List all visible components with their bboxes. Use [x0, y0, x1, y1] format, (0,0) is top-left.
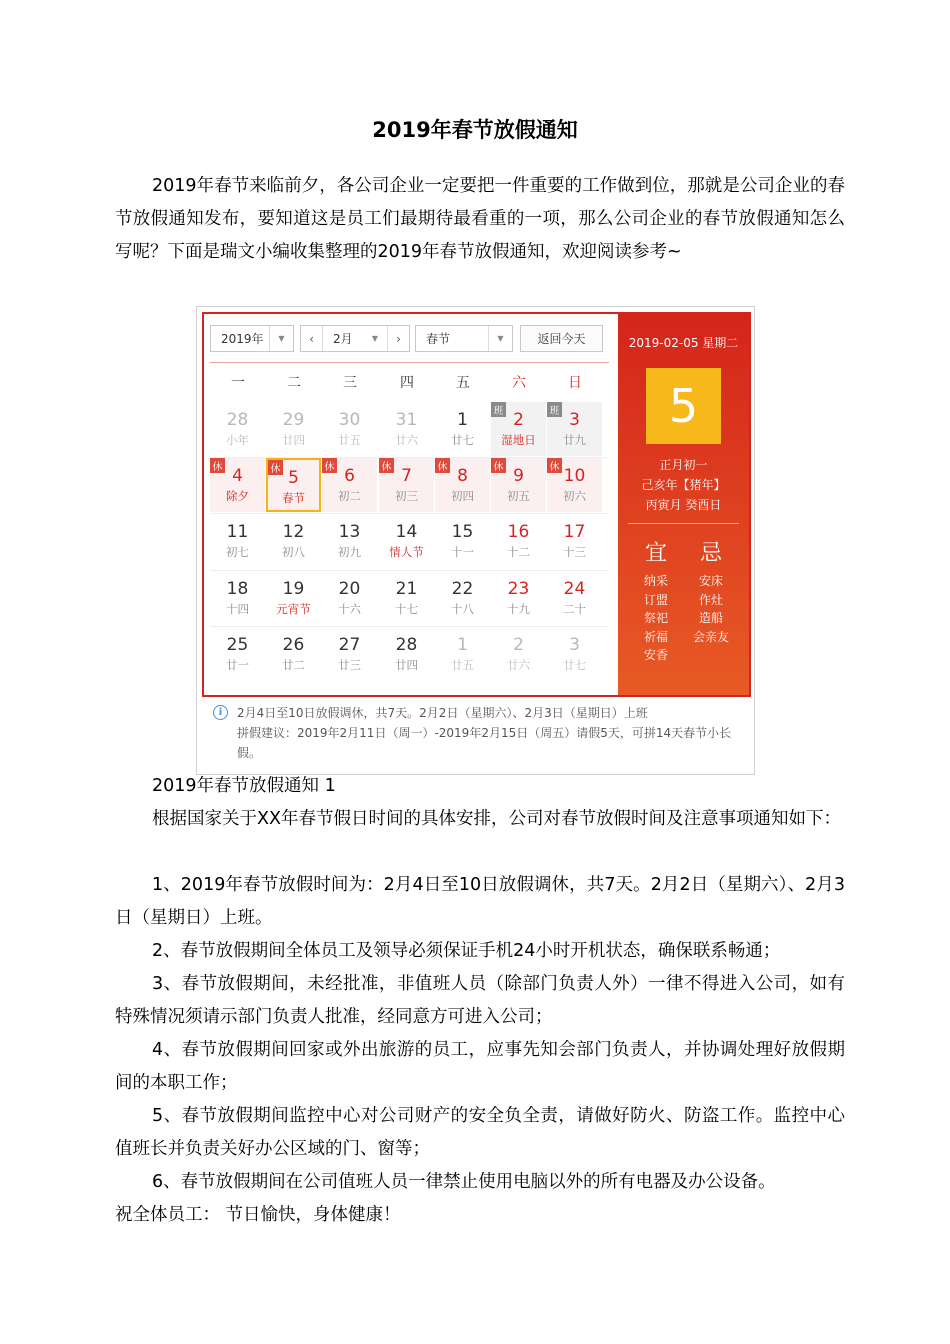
- ji-label: 忌: [699, 541, 722, 566]
- yi-list: [633, 572, 679, 665]
- lunar-label: 廿四: [395, 658, 418, 672]
- day-number: 23: [507, 579, 530, 599]
- header-divider: [210, 362, 609, 363]
- calendar-day-cell[interactable]: [210, 458, 265, 512]
- workday-badge: 班: [547, 402, 562, 417]
- lunar-label: 廿五: [451, 658, 474, 672]
- weekday-header: 三: [343, 375, 357, 391]
- holiday-note-line1: 2月4日至10日放假调休，共7天。2月2日（星期六）、2月3日（星期日）上班: [237, 706, 648, 720]
- lunar-label: 廿九: [563, 433, 586, 447]
- day-number: 1: [457, 410, 468, 430]
- calendar-day-cell[interactable]: [547, 458, 602, 512]
- rest-badge: 休: [210, 458, 225, 473]
- day-number: 20: [338, 579, 361, 599]
- lunar-label: 廿六: [507, 658, 530, 672]
- chevron-down-icon: ▼: [269, 326, 293, 351]
- calendar-day-cell[interactable]: [547, 627, 602, 681]
- calendar-day-cell[interactable]: [266, 627, 321, 681]
- holiday-select-value: 春节: [426, 332, 451, 346]
- calendar-day-cell[interactable]: [491, 571, 546, 625]
- lunar-year: 己亥年【猪年】: [641, 478, 726, 492]
- lunar-label: 廿一: [226, 658, 249, 672]
- month-picker: [300, 325, 410, 352]
- day-number: 15: [451, 522, 474, 542]
- almanac-item: 订盟: [643, 592, 668, 607]
- lunar-label: 廿五: [338, 433, 361, 447]
- calendar-day-cell[interactable]: [491, 627, 546, 681]
- yi-label: 宜: [644, 541, 667, 566]
- calendar-day-cell[interactable]: [547, 402, 602, 456]
- detail-divider: [628, 523, 739, 524]
- lunar-label: 廿七: [563, 658, 586, 672]
- chevron-down-icon: ▼: [488, 326, 512, 351]
- almanac-item: 祭祀: [643, 611, 668, 625]
- day-number: 7: [401, 466, 412, 486]
- year-select[interactable]: [210, 325, 294, 352]
- day-number: 2: [513, 635, 524, 655]
- rest-badge: 休: [547, 458, 562, 473]
- calendar-day-cell[interactable]: [547, 571, 602, 625]
- ji-list: [688, 572, 734, 646]
- notice-item-5: 5、春节放假期间监控中心对公司财产的安全负全责，请做好防火、防盗工作。监控中心值班长并负责关好办公区域的门、窗等；: [115, 1106, 845, 1159]
- rest-badge: 休: [322, 458, 337, 473]
- day-number: 31: [395, 410, 418, 430]
- weekday-header: 二: [287, 375, 301, 391]
- day-number: 22: [451, 579, 474, 599]
- calendar-day-cell[interactable]: [379, 402, 434, 456]
- weekday-header: 日: [568, 375, 582, 391]
- selected-date: 2019-02-05 星期二: [628, 336, 739, 350]
- calendar-day-cell[interactable]: [379, 571, 434, 625]
- day-number: 26: [282, 635, 305, 655]
- rest-badge: 休: [268, 460, 283, 475]
- day-number: 27: [338, 635, 361, 655]
- day-number: 25: [226, 635, 249, 655]
- day-number: 8: [457, 466, 468, 486]
- lunar-label: 初七: [226, 545, 249, 559]
- calendar-day-cell[interactable]: [210, 627, 265, 681]
- calendar-day-cell[interactable]: [435, 458, 490, 512]
- day-number: 3: [569, 635, 580, 655]
- lunar-label: 初二: [338, 489, 361, 503]
- calendar-day-cell[interactable]: [266, 514, 321, 568]
- rest-badge: 休: [379, 458, 394, 473]
- lunar-label: 廿七: [451, 433, 474, 447]
- calendar-day-cell[interactable]: [435, 571, 490, 625]
- calendar-day-cell[interactable]: [379, 514, 434, 568]
- rest-badge: 休: [435, 458, 450, 473]
- page-title: 2019年春节放假通知: [372, 118, 578, 142]
- lunar-label: 十四: [226, 602, 249, 616]
- lunar-label: 初八: [282, 545, 305, 559]
- lunar-label: 十九: [507, 602, 530, 616]
- day-number: 1: [457, 635, 468, 655]
- day-number: 19: [282, 579, 305, 599]
- day-number: 4: [232, 466, 243, 486]
- day-number: 17: [563, 522, 586, 542]
- rest-badge: 休: [491, 458, 506, 473]
- big-day-number: 5: [646, 368, 721, 444]
- calendar-frame: [202, 312, 751, 697]
- weekday-header: 四: [400, 375, 414, 391]
- notice-item-6: 6、春节放假期间在公司值班人员一律禁止使用电脑以外的所有电器及办公设备。: [152, 1172, 776, 1192]
- info-icon: i: [213, 705, 228, 720]
- lunar-label: 除夕: [226, 489, 249, 503]
- chevron-down-icon: ▼: [371, 334, 379, 343]
- day-number: 21: [395, 579, 418, 599]
- day-detail-panel: [618, 314, 749, 695]
- calendar-day-cell[interactable]: [210, 402, 265, 456]
- calendar-day-cell[interactable]: [322, 402, 377, 456]
- holiday-select[interactable]: [415, 325, 513, 352]
- almanac-item: 造船: [698, 611, 723, 625]
- calendar-day-cell[interactable]: [435, 402, 490, 456]
- lunar-date: 正月初一: [659, 458, 708, 472]
- lunar-label: 初五: [507, 489, 530, 503]
- day-number: 10: [563, 466, 586, 486]
- month-select-value[interactable]: 2月: [333, 332, 353, 346]
- prev-month-button[interactable]: ‹: [301, 326, 323, 351]
- lunar-label: 十八: [451, 602, 474, 616]
- calendar-grid-panel: [204, 314, 616, 695]
- weekday-header: 六: [512, 375, 526, 391]
- holiday-note-line2: 拼假建议：2019年2月11日（周一）-2019年2月15日（周五）请假5天，可拼14天春节小长假。: [237, 726, 732, 760]
- lunar-label: 二十: [563, 602, 586, 616]
- day-number: 12: [282, 522, 305, 542]
- closing-line: 祝全体员工： 节日愉快，身体健康！: [115, 1205, 401, 1225]
- almanac-item: 纳采: [643, 574, 668, 588]
- weekday-header: 五: [456, 375, 470, 391]
- lunar-label: 十三: [563, 545, 586, 559]
- calendar-day-cell[interactable]: [322, 571, 377, 625]
- calendar-day-cell[interactable]: [379, 627, 434, 681]
- workday-badge: 班: [491, 402, 506, 417]
- lunar-label: 初六: [563, 489, 586, 503]
- day-number: 11: [226, 522, 249, 542]
- calendar-day-cell[interactable]: [491, 514, 546, 568]
- lunar-label: 十七: [395, 602, 418, 616]
- notice-item-4: 4、春节放假期间回家或外出旅游的员工，应事先知会部门负责人，并协调处理好放假期间的本职工作；: [115, 1040, 845, 1093]
- lunar-label: 十一: [451, 545, 474, 559]
- notice-intro: 根据国家关于XX年春节假日时间的具体安排，公司对春节放假时间及注意事项通知如下：: [152, 809, 841, 829]
- calendar-day-cell[interactable]: [491, 402, 546, 456]
- next-month-button[interactable]: ›: [387, 326, 409, 351]
- lunar-label: 元宵节: [276, 602, 311, 616]
- day-number: 9: [513, 466, 524, 486]
- year-select-value: 2019年: [221, 332, 264, 346]
- lunar-label: 廿六: [395, 433, 418, 447]
- lunar-month-day: 丙寅月 癸酉日: [645, 498, 722, 512]
- day-number: 3: [569, 410, 580, 430]
- notice-item-3: 3、春节放假期间，未经批准，非值班人员（除部门负责人外）一律不得进入公司，如有特殊情况须请示部门负责人批准，经同意方可进入公司；: [115, 974, 845, 1027]
- calendar-day-cell[interactable]: [210, 571, 265, 625]
- day-number: 14: [395, 522, 418, 542]
- notice-item-2: 2、春节放假期间全体员工及领导必须保证手机24小时开机状态，确保联系畅通；: [152, 941, 781, 961]
- calendar-day-cell[interactable]: [266, 458, 321, 512]
- lunar-label: 春节: [282, 491, 305, 505]
- lunar-label: 初三: [395, 489, 418, 503]
- lunar-label: 初九: [338, 545, 361, 559]
- lunar-label: 湿地日: [501, 433, 536, 447]
- intro-paragraph: 2019年春节来临前夕，各公司企业一定要把一件重要的工作做到位，那就是公司企业的春节放假通知发布，要知道这是员工们最期待最看重的一项，那么公司企业的春节放假通知怎么写呢？下面是瑞文小编收集整理的2019年春节放假通知，欢迎阅读参考~: [115, 176, 845, 262]
- day-number: 5: [288, 468, 299, 488]
- day-number: 29: [282, 410, 305, 430]
- calendar-day-cell[interactable]: [435, 514, 490, 568]
- notice-item-1: 1、2019年春节放假时间为：2月4日至10日放假调休，共7天。2月2日（星期六）、2月3日（星期日）上班。: [115, 875, 845, 928]
- calendar-day-cell[interactable]: [266, 402, 321, 456]
- lunar-label: 情人节: [389, 545, 424, 559]
- back-to-today-button[interactable]: 返回今天: [520, 325, 603, 352]
- day-number: 16: [507, 522, 530, 542]
- day-number: 2: [513, 410, 524, 430]
- day-number: 28: [395, 635, 418, 655]
- day-number: 13: [338, 522, 361, 542]
- almanac-item: 安床: [698, 574, 723, 588]
- calendar-day-cell[interactable]: [491, 458, 546, 512]
- calendar-day-cell[interactable]: [322, 514, 377, 568]
- calendar-widget: [196, 306, 755, 775]
- day-number: 24: [563, 579, 586, 599]
- almanac-item: 祈福: [643, 629, 668, 644]
- lunar-label: 小年: [226, 433, 249, 447]
- day-number: 6: [344, 466, 355, 486]
- calendar-day-cell[interactable]: [322, 627, 377, 681]
- calendar-day-cell[interactable]: [435, 627, 490, 681]
- calendar-day-cell[interactable]: [322, 458, 377, 512]
- weekday-header: 一: [231, 375, 245, 391]
- lunar-label: 十二: [507, 545, 530, 559]
- day-number: 28: [226, 410, 249, 430]
- almanac-item: 会亲友: [692, 629, 729, 644]
- day-number: 30: [338, 410, 361, 430]
- calendar-day-cell[interactable]: [210, 514, 265, 568]
- almanac-item: 安香: [643, 648, 668, 662]
- section-title: 2019年春节放假通知 1: [152, 776, 336, 796]
- calendar-day-cell[interactable]: [547, 514, 602, 568]
- lunar-label: 初四: [451, 489, 474, 503]
- lunar-label: 廿三: [338, 658, 361, 672]
- calendar-day-cell[interactable]: [266, 571, 321, 625]
- lunar-label: 十六: [338, 602, 361, 616]
- day-number: 18: [226, 579, 249, 599]
- almanac-item: 作灶: [698, 592, 723, 607]
- lunar-label: 廿二: [282, 658, 305, 672]
- lunar-label: 廿四: [282, 433, 305, 447]
- calendar-day-cell[interactable]: [379, 458, 434, 512]
